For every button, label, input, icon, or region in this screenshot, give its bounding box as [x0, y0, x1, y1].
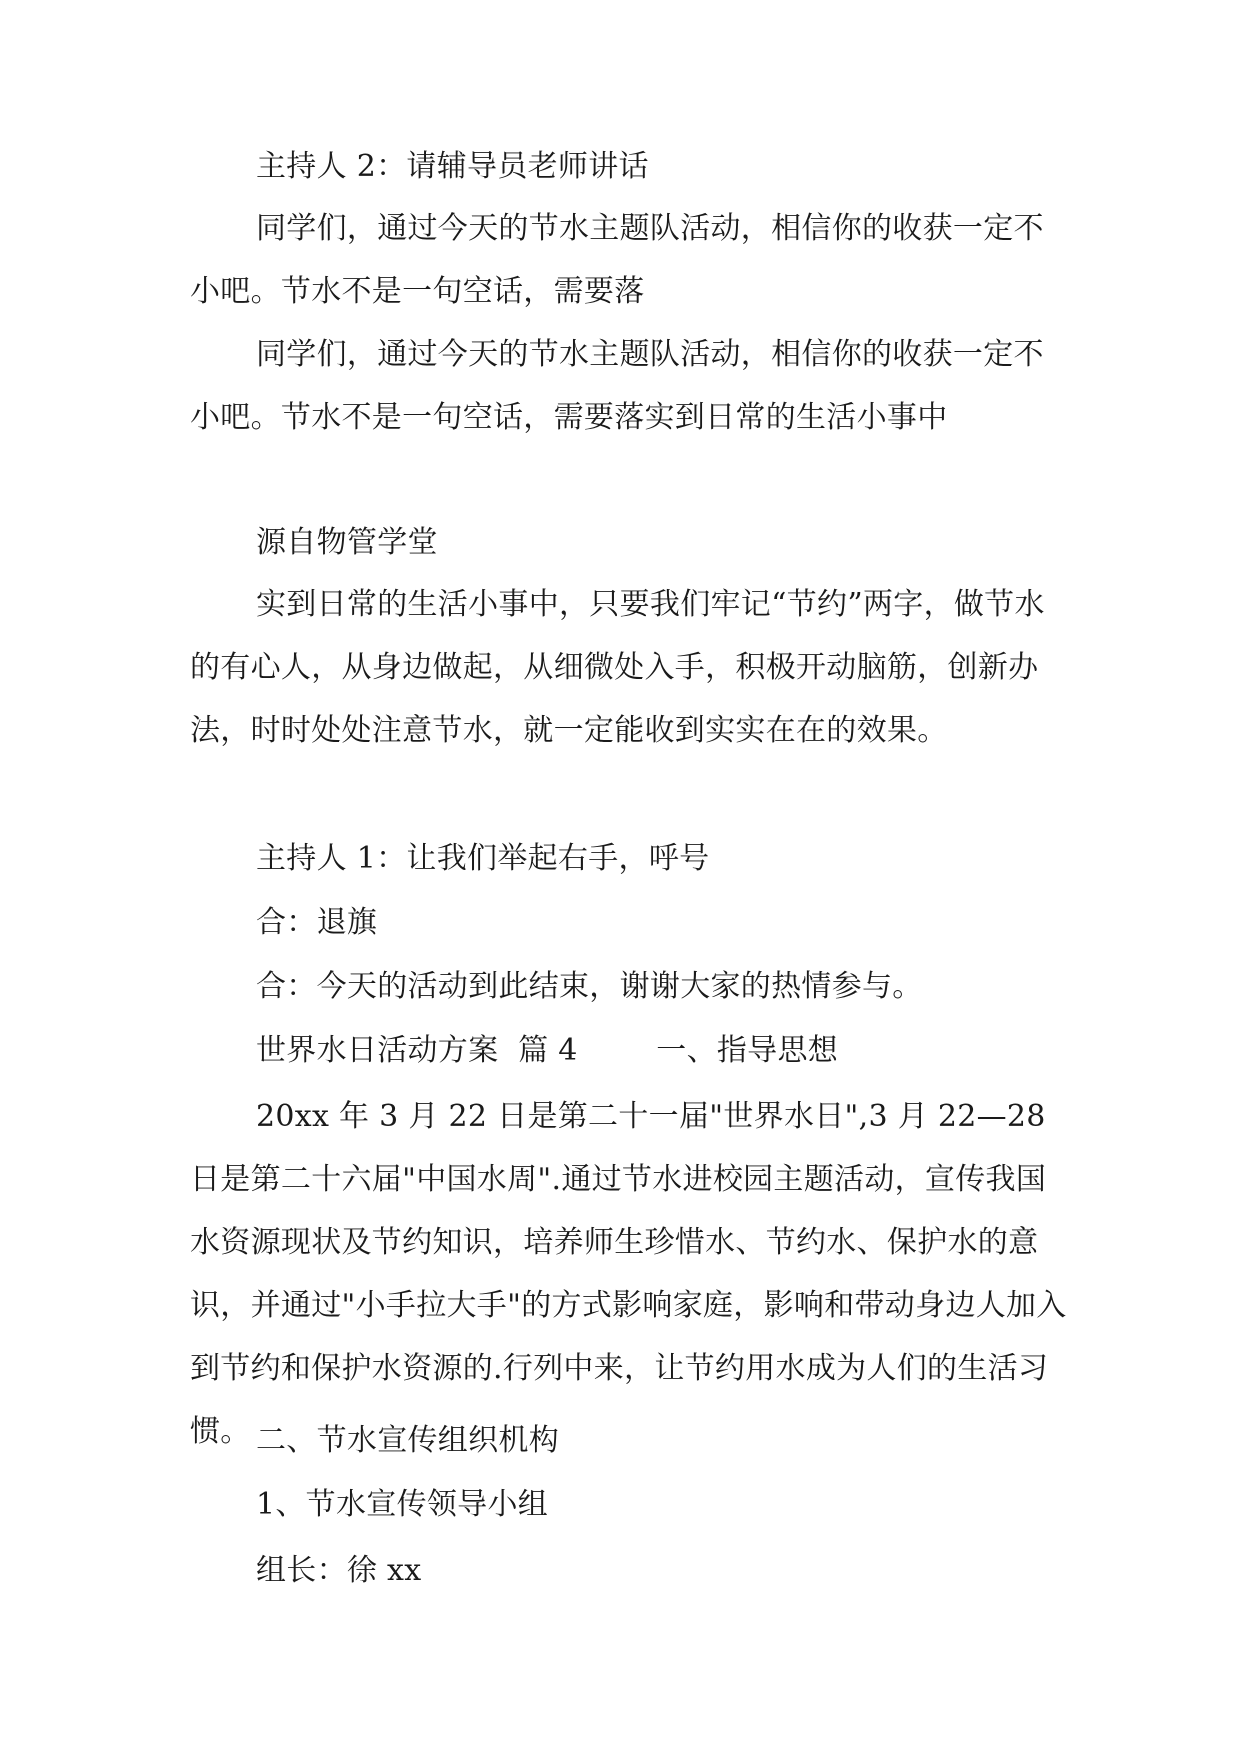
- paragraph-world-water-day: 20xx 年 3 月 22 日是第二十一届"世界水日",3 月 22—28 日是第二十六届"中国水周".通过节水进校园主题活动，宣传我国水资源现状及节约知识，培养师生珍惜水、节约水、保护水的意识，并通过"小手拉大手"的方式影响家庭，影响和带动身边人加入到节约和保护水资源的.行列中来，让节约用水成为人们的生活习惯。: [190, 1099, 1067, 1449]
- paragraph-source-note: 源自物管学堂: [256, 525, 438, 560]
- section-heading-plan-4: 世界水日活动方案 篇 4 一、指导思想: [256, 1033, 839, 1068]
- paragraph-closing: 合：今天的活动到此结束，谢谢大家的热情参与。: [256, 969, 923, 1004]
- paragraph-host1-slogan: 主持人 1：让我们举起右手，呼号: [256, 841, 710, 876]
- paragraph-teacher-speech-2: 同学们，通过今天的节水主题队活动，相信你的收获一定不小吧。节水不是一句空话，需要落实到日常的生活小事中: [190, 337, 1044, 435]
- paragraph-group-leader: 组长：徐 xx: [256, 1553, 422, 1588]
- section-heading-organization: 二、节水宣传组织机构: [256, 1423, 559, 1458]
- paragraph-saving-water: 实到日常的生活小事中，只要我们牢记“节约”两字，做节水的有心人，从身边做起，从细微处入手，积极开动脑筋，创新办法，时时处处注意节水，就一定能收到实实在在的效果。: [190, 587, 1045, 748]
- paragraph-host2-speech: 主持人 2：请辅导员老师讲话: [256, 149, 649, 184]
- paragraph-flag-lowering: 合：退旗: [256, 905, 378, 940]
- section-heading-leadership-group: 1、节水宣传领导小组: [256, 1487, 549, 1522]
- paragraph-teacher-speech-1: 同学们，通过今天的节水主题队活动，相信你的收获一定不小吧。节水不是一句空话，需要落: [190, 211, 1044, 309]
